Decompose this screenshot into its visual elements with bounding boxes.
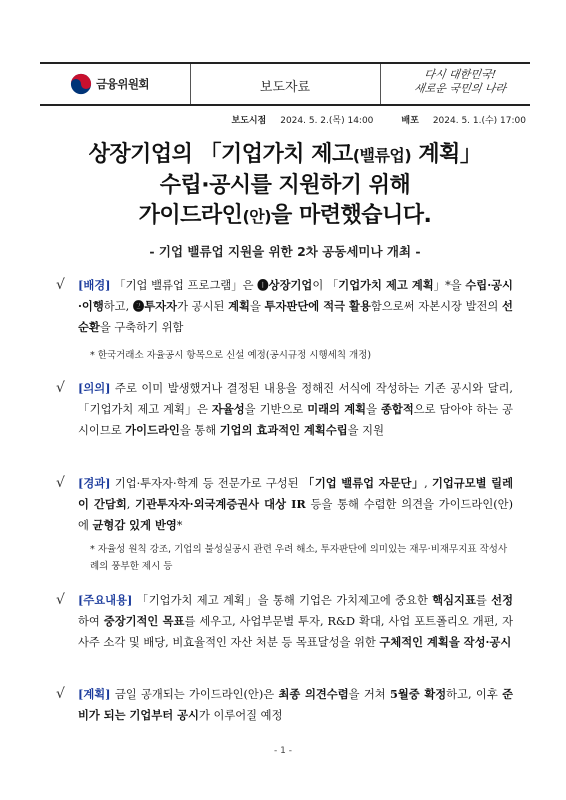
text: 등을 통해 수렴한 의견을 가이드라인(안)에 <box>78 498 513 532</box>
section-main-content <box>56 590 513 653</box>
press-header <box>40 62 530 106</box>
text: , <box>126 498 136 511</box>
emphasis: 중장기적인 목표 <box>103 614 185 628</box>
emphasis: 수립·공시·이행 <box>78 278 513 313</box>
footnote: * 한국거래소 자율공시 항목으로 신설 예정(공시규정 시행세칙 개정) <box>90 350 372 361</box>
emphasis: 기업의 효과적인 계획수립 <box>219 423 348 437</box>
page-number: - 1 - <box>274 746 292 756</box>
slogan-line: 새로운 국민의 나라 <box>413 82 507 95</box>
section-progress <box>56 473 514 536</box>
embargo-label: 보도시점 <box>231 116 267 126</box>
embargo-value: 2024. 5. 2.(목) 14:00 <box>280 116 374 126</box>
text: 주로 이미 발생했거나 결정된 내용을 정해진 서식에 작성하는 기존 공시와 달리, 「기업가치 제고 계획」은 <box>78 382 513 416</box>
text: 을 통해 <box>179 424 220 437</box>
text: 으로 담아야 하는 공시이므로 <box>78 403 513 437</box>
section-background <box>56 275 513 338</box>
distribution-label: 배포 <box>401 116 419 126</box>
text: 을 기반으로 <box>244 403 308 416</box>
text: 을 지원 <box>347 424 385 437</box>
section-tag: [경과] <box>78 476 111 490</box>
text: 를 세우고, 사업부문별 투자, R&D 확대, 사업 포트폴리오 개편, 자사주 소각 및 배당, 비효율적인 자산 처분 등 목표달성을 위한 <box>78 615 513 649</box>
emphasis: 상장기업 <box>268 278 313 292</box>
title-text: 을 마련했습니다. <box>271 203 432 228</box>
text: 하여 <box>78 615 104 628</box>
taegeuk-emblem-icon <box>70 73 92 95</box>
emphasis: 「기업 밸류업 자문단」 <box>302 476 425 490</box>
text: 을 <box>366 403 381 416</box>
footnote: * 자율성 원칙 강조, 기업의 불성실공시 관련 우려 해소, 투자판단에 의미있는 재무·비재무지표 작성사례의 풍부한 제시 등 <box>90 544 508 572</box>
title-text: (밸류업) <box>352 146 412 165</box>
emphasis: 계획 <box>228 299 250 313</box>
title-text: 계획」 <box>411 142 482 167</box>
header-divider <box>380 64 381 104</box>
check-mark-icon: √ <box>56 592 65 608</box>
emphasis: 5월중 확정 <box>390 687 447 701</box>
emphasis: 균형감 있게 반영 <box>92 518 177 532</box>
check-mark-icon: √ <box>56 277 65 293</box>
emphasis: 미래의 계획 <box>307 402 367 416</box>
emphasis: 자율성 <box>211 402 245 416</box>
emphasis: 준비가 되는 기업부터 공시 <box>78 687 513 722</box>
title-text: 상장기업의 「기업가치 제고 <box>88 142 353 167</box>
distribution-value: 2024. 5. 1.(수) 17:00 <box>432 116 526 126</box>
section-tag: [주요내용] <box>78 593 133 607</box>
emphasis: 가이드라인 <box>125 423 180 437</box>
text: , <box>424 477 432 490</box>
text: 」*을 <box>433 279 466 292</box>
release-times <box>231 113 526 126</box>
text: 「기업 밸류업 프로그램」은 <box>110 279 258 292</box>
title-line-2: 수립·공시를 지원하기 위해 <box>159 173 411 198</box>
check-mark-icon: √ <box>56 380 65 396</box>
text: 「기업가치 제고 계획」을 통해 기업은 가치제고에 중요한 <box>132 594 433 607</box>
slogan-signature <box>390 68 530 104</box>
emphasis: 기관투자자·외국계증권사 대상 IR <box>135 497 306 511</box>
circled-number: ❶ <box>257 278 269 292</box>
text: 을 <box>249 300 265 313</box>
emphasis: 구체적인 계획을 작성·공시 <box>379 635 512 649</box>
emphasis: 선정 <box>491 593 513 607</box>
title-text: 가이드라인 <box>138 203 243 228</box>
emphasis: 선순환 <box>78 299 513 334</box>
section-tag: [배경] <box>78 278 111 292</box>
emphasis: 투자자 <box>144 299 178 313</box>
text: 하고, <box>103 300 133 313</box>
text: 가 이루어질 예정 <box>198 709 283 722</box>
text: 기업·투자자·학계 등 전문가로 구성된 <box>110 477 303 490</box>
text: 을 거쳐 <box>348 688 390 701</box>
check-mark-icon: √ <box>56 686 65 702</box>
page-title <box>40 140 530 232</box>
title-text: (안) <box>242 207 272 226</box>
text: 가 공시된 <box>177 300 229 313</box>
slogan-line: 다시 대한민국! <box>423 68 497 81</box>
emphasis: 종합적 <box>381 402 414 416</box>
emphasis: 핵심지표 <box>432 593 476 607</box>
check-mark-icon: √ <box>56 475 65 491</box>
org-name: 금융위원회 <box>96 77 150 91</box>
emphasis: 기업가치 제고 계획 <box>338 278 434 292</box>
circled-number: ❷ <box>132 299 145 313</box>
section-significance <box>56 378 513 441</box>
emphasis: 투자판단에 적극 활용 <box>264 299 371 313</box>
emphasis: 최종 의견수렴 <box>278 687 349 701</box>
text: * <box>176 519 183 532</box>
press-release-label: 보도자료 <box>259 80 311 95</box>
subtitle: - 기업 밸류업 지원을 위한 2차 공동세미나 개최 - <box>149 244 421 259</box>
emphasis: 기업규모별 릴레이 간담회 <box>78 476 514 511</box>
fsc-logo <box>70 73 149 95</box>
text: 함으로써 자본시장 발전의 <box>370 300 503 313</box>
text: 이 「 <box>312 279 339 292</box>
section-plan <box>56 684 513 726</box>
text: 하고, 이후 <box>446 688 503 701</box>
section-tag: [계획] <box>78 687 111 701</box>
text: 금일 공개되는 가이드라인(안)은 <box>110 688 279 701</box>
text: 을 구축하기 위함 <box>99 321 184 334</box>
section-tag: [의의] <box>78 381 111 395</box>
text: 를 <box>475 594 492 607</box>
